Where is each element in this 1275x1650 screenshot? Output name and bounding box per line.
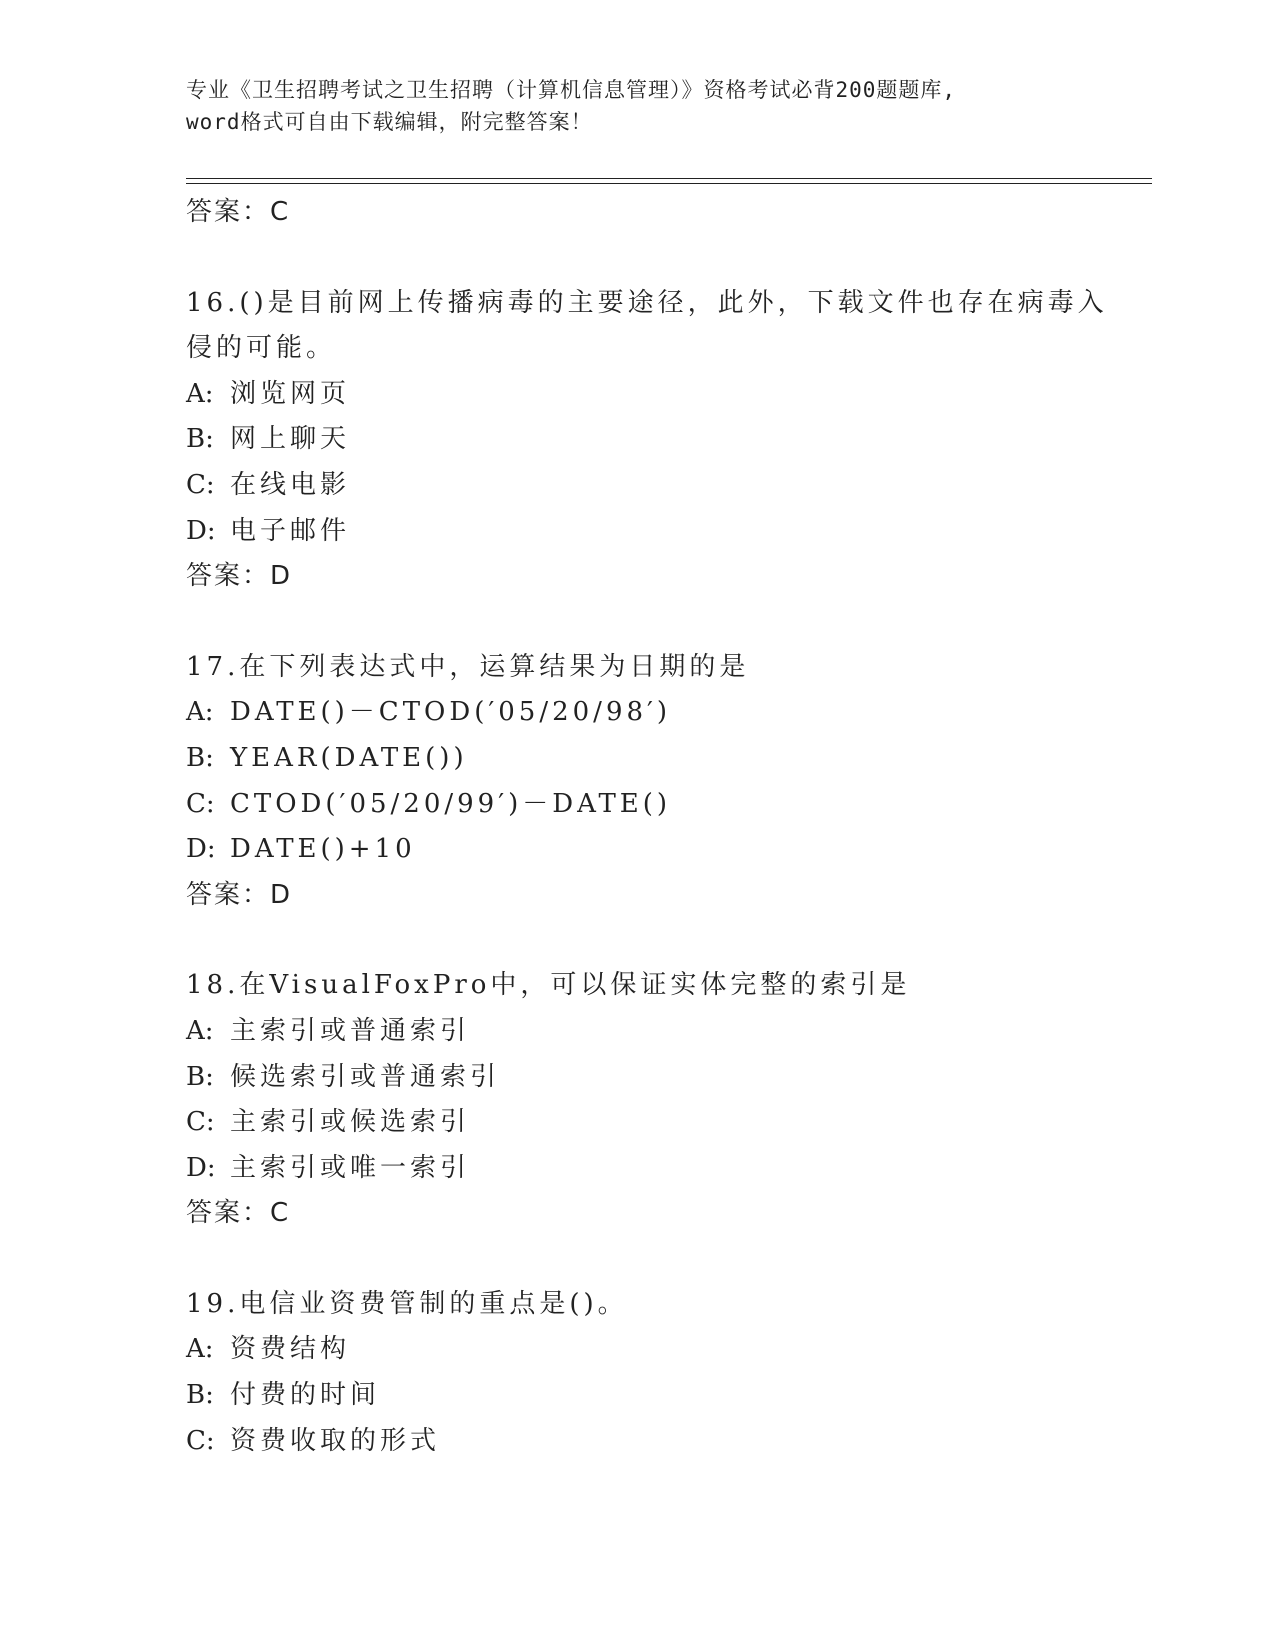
option-item [186, 1327, 1146, 1373]
option-text: 候选索引或普通索引 [230, 1061, 501, 1092]
option-item [186, 782, 1146, 828]
question-stem: 侵的可能。 [186, 333, 337, 364]
option-label: A: [186, 1334, 214, 1365]
option-item [186, 827, 1146, 873]
question-gap [186, 1237, 1146, 1282]
option-text: 主索引或候选索引 [230, 1107, 471, 1138]
option-item [186, 463, 1146, 509]
option-label: B: [186, 424, 214, 455]
question-stem: 19.电信业资费管制的重点是()。 [186, 1288, 628, 1319]
question-gap [186, 236, 1146, 281]
option-text: 电子邮件 [230, 515, 351, 546]
option-label: C: [186, 1107, 215, 1138]
option-item [186, 1055, 1146, 1101]
answer-line: 答案：D [186, 561, 293, 592]
option-item [186, 690, 1146, 736]
option-text: DATE()－CTOD(′05/20/98′) [230, 697, 672, 728]
option-text: DATE()+10 [230, 834, 416, 865]
header-line-1: 专业《卫生招聘考试之卫生招聘（计算机信息管理）》资格考试必背200题题库, [186, 78, 957, 102]
option-label: C: [186, 1425, 215, 1456]
question-list [186, 190, 1146, 1464]
option-item [186, 1009, 1146, 1055]
option-item [186, 417, 1146, 463]
option-label: D: [186, 1152, 216, 1183]
header-line-2: word格式可自由下载编辑，附完整答案！ [186, 110, 593, 134]
option-item [186, 372, 1146, 418]
option-text: 在线电影 [230, 469, 351, 500]
option-label: D: [186, 515, 216, 546]
option-item [186, 1419, 1146, 1465]
option-text: YEAR(DATE()) [230, 742, 468, 773]
option-text: 浏览网页 [230, 378, 351, 409]
option-item [186, 509, 1146, 555]
option-label: A: [186, 697, 214, 728]
question-gap [186, 600, 1146, 645]
option-text: 主索引或普通索引 [230, 1015, 471, 1046]
option-label: C: [186, 469, 215, 500]
option-text: 网上聊天 [230, 424, 351, 455]
option-label: D: [186, 834, 216, 865]
header-rule-bottom [186, 183, 1152, 184]
page-header [186, 74, 1086, 138]
answer-line: 答案：D [186, 879, 293, 910]
question-gap [186, 918, 1146, 963]
option-label: B: [186, 1061, 214, 1092]
option-label: B: [186, 742, 214, 773]
answer-line: 答案：C [186, 1198, 291, 1229]
option-item [186, 1373, 1146, 1419]
option-label: A: [186, 1015, 214, 1046]
option-label: C: [186, 788, 215, 819]
question-stem: 18.在VisualFoxPro中，可以保证实体完整的索引是 [186, 970, 911, 1001]
question-stem: 17.在下列表达式中，运算结果为日期的是 [186, 651, 750, 682]
option-item [186, 1100, 1146, 1146]
option-text: 付费的时间 [230, 1380, 381, 1411]
option-label: A: [186, 378, 214, 409]
option-item [186, 736, 1146, 782]
option-label: B: [186, 1380, 214, 1411]
option-text: 主索引或唯一索引 [230, 1152, 471, 1183]
option-item [186, 1146, 1146, 1192]
answer-line: 答案：C [186, 197, 291, 227]
question-stem: 16.()是目前网上传播病毒的主要途径，此外，下载文件也存在病毒入 [186, 287, 1108, 318]
header-rule-top [186, 178, 1152, 179]
option-text: 资费结构 [230, 1334, 351, 1365]
option-text: CTOD(′05/20/99′)－DATE() [230, 788, 672, 819]
option-text: 资费收取的形式 [230, 1425, 441, 1456]
